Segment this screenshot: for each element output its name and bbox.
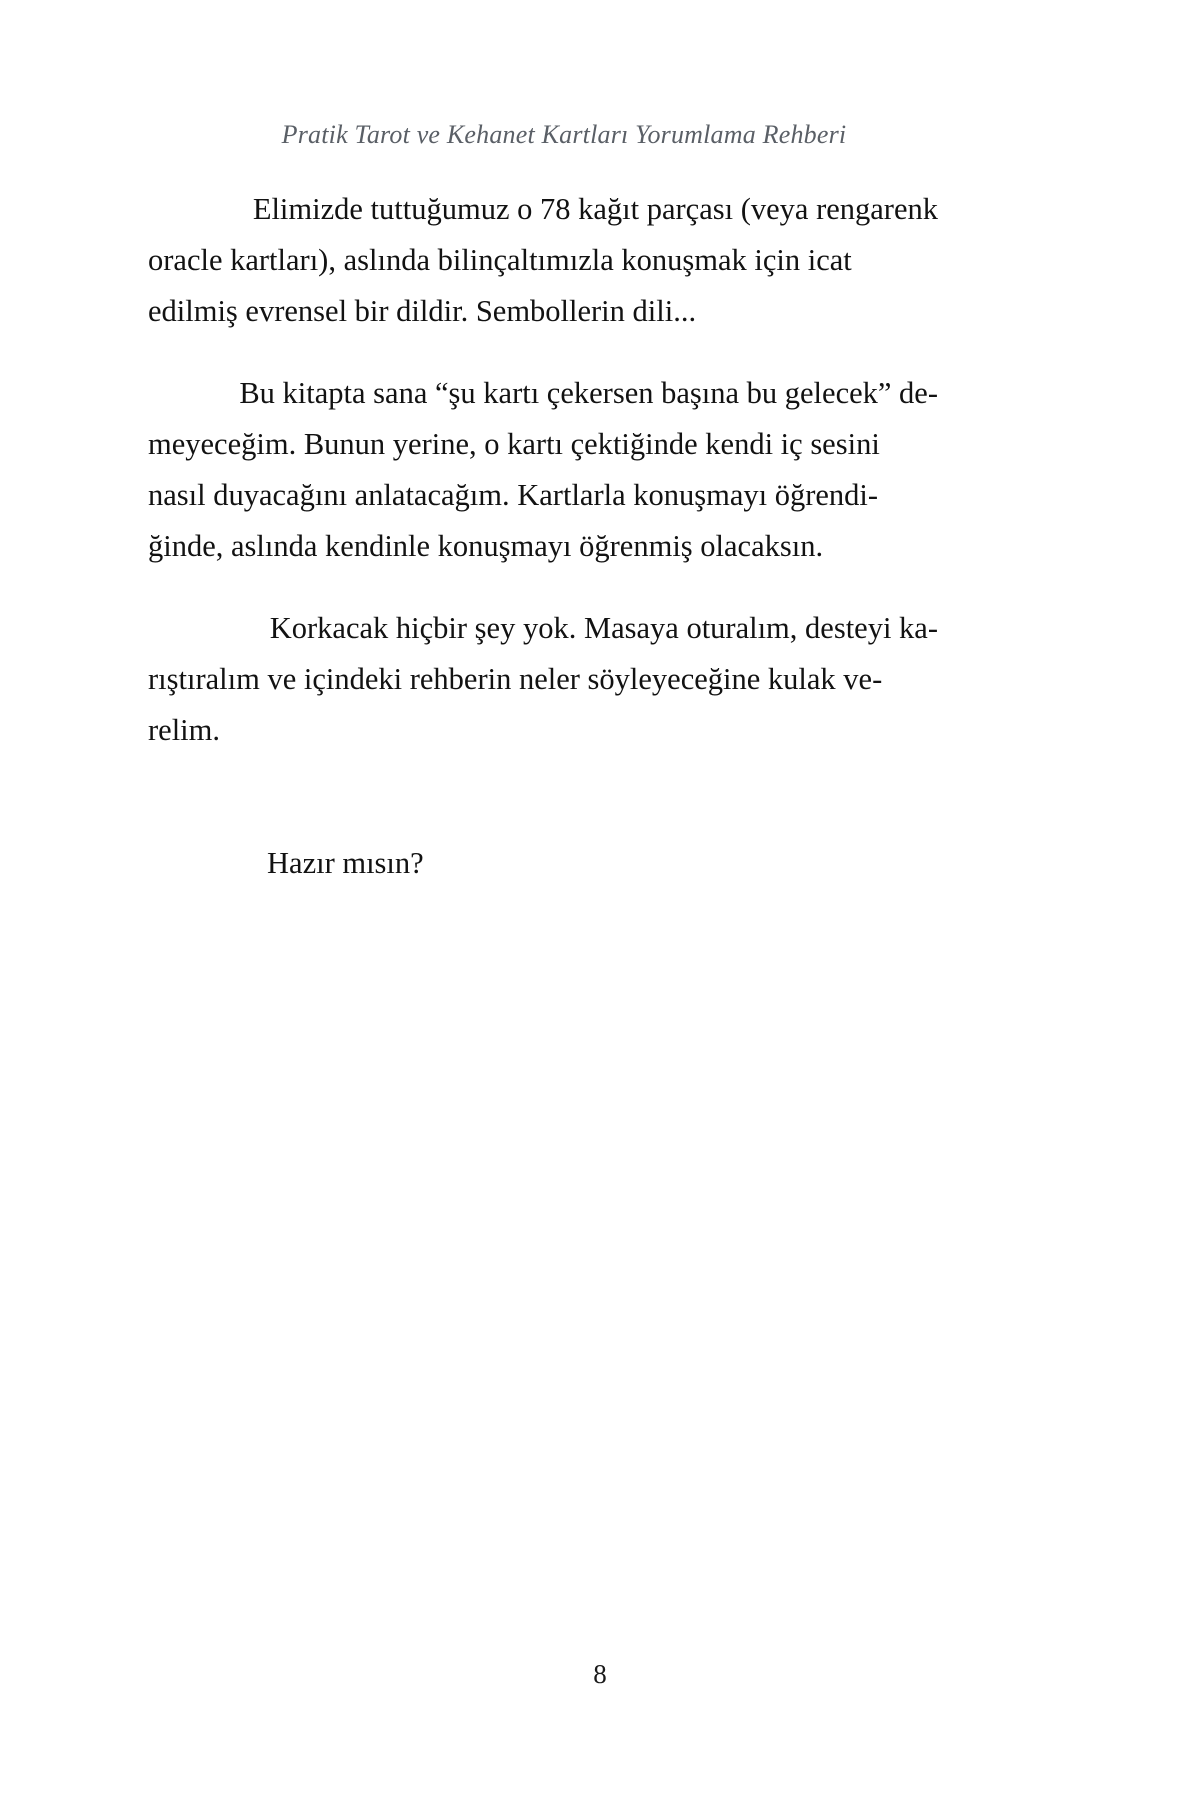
paragraph-2-line-1 — [148, 368, 938, 419]
line-text: Hazır mısın? — [267, 846, 424, 880]
paragraph-4-line-1 — [148, 787, 938, 940]
paragraph-3-line-1 — [148, 603, 938, 654]
paragraph-gap — [148, 595, 938, 603]
running-head: Pratik Tarot ve Kehanet Kartları Yorumlama Rehberi — [281, 120, 847, 149]
paragraph-1-line-2: oracle kartları), aslında bilinçaltımızla konuşmak için icat — [148, 243, 852, 277]
line-text: Elimizde tuttuğumuz o 78 kağıt parçası (veya rengarenk — [252, 192, 938, 226]
paragraph-2-line-4: ğinde, aslında kendinle konuşmayı öğrenmiş olacaksın. — [148, 529, 824, 563]
first-line-indent — [148, 368, 206, 419]
paragraph-4 — [148, 787, 938, 940]
first-line-indent — [148, 603, 206, 654]
paragraph-3-line-2: rıştıralım ve içindeki rehberin neler söyleyeceğine kulak ve- — [148, 662, 883, 696]
paragraph-3-line-3: relim. — [148, 713, 220, 747]
paragraph-1-line-3: edilmiş evrensel bir dildir. Sembollerin dili... — [148, 294, 697, 328]
paragraph-gap — [148, 360, 938, 368]
paragraph-2 — [148, 368, 938, 572]
paragraph-3 — [148, 603, 938, 756]
first-line-indent — [148, 184, 206, 235]
page-number: 8 — [593, 1659, 607, 1689]
line-text: Korkacak hiçbir şey yok. Masaya oturalım, desteyi ka- — [269, 611, 938, 645]
paragraph-1 — [148, 184, 938, 337]
paragraph-2-line-3: nasıl duyacağını anlatacağım. Kartlarla konuşmayı öğrendi- — [148, 478, 879, 512]
line-text: Bu kitapta sana “şu kartı çekersen başına bu gelecek” de- — [239, 376, 938, 410]
paragraph-gap — [148, 779, 938, 787]
paragraph-1-line-1 — [148, 184, 938, 235]
page-text-block — [148, 120, 938, 940]
paragraph-2-line-2: meyeceğim. Bunun yerine, o kartı çektiğinde kendi iç sesini — [148, 427, 880, 461]
